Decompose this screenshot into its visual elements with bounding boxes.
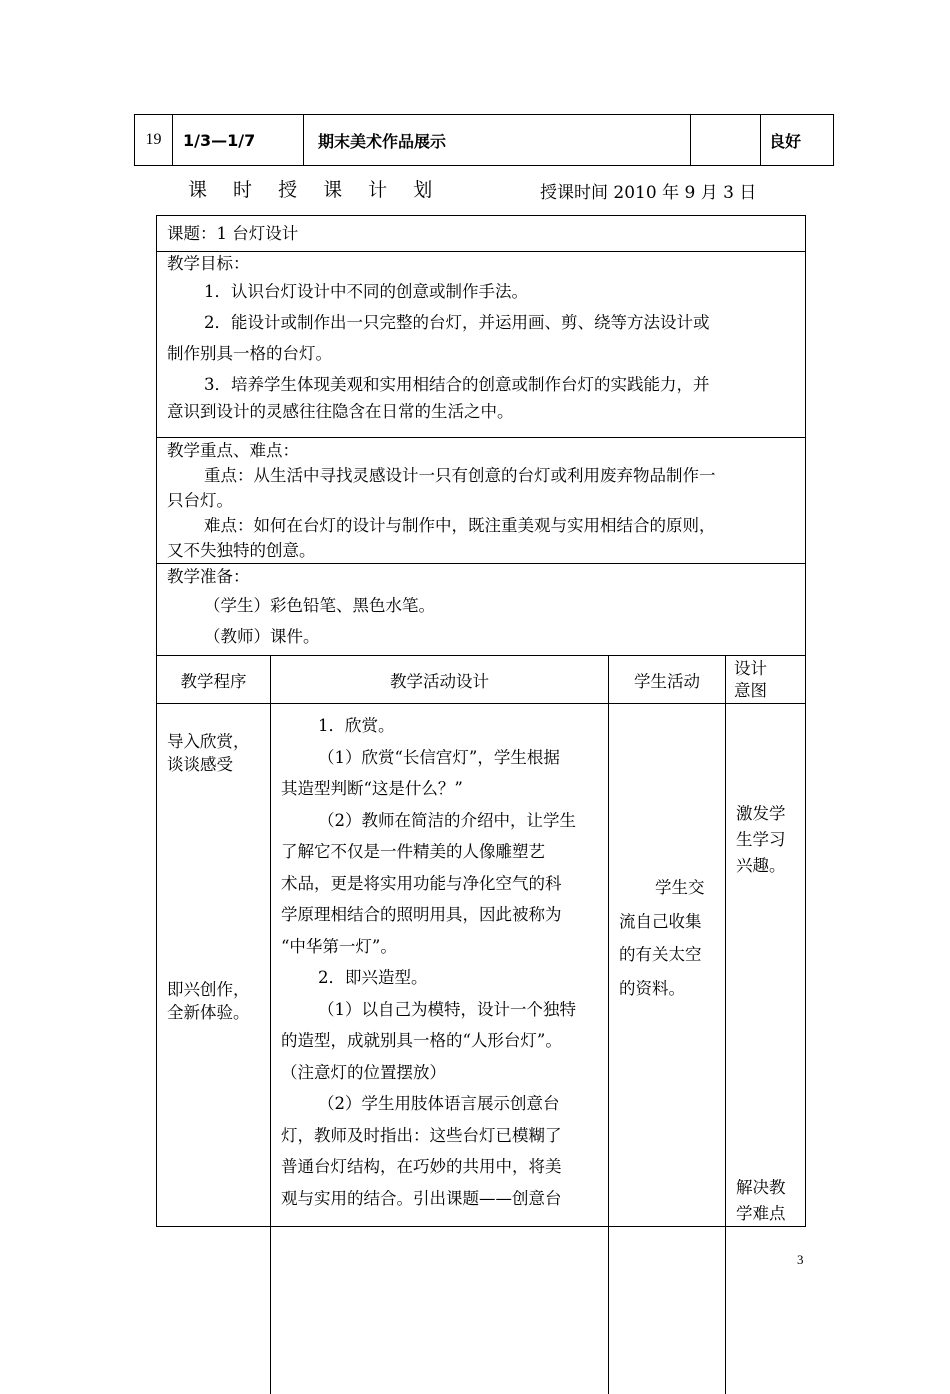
procedure-step-line: 即兴创作， — [167, 978, 250, 1001]
goal-line: 意识到设计的灵感往往隐含在日常的生活之中。 — [167, 400, 801, 424]
keys-label: 教学重点、难点： — [167, 438, 801, 463]
schedule-week-number: 19 — [135, 115, 173, 165]
activity-line: 学原理相结合的照明用具，因此被称为 — [281, 899, 604, 931]
activity-line: 的造型，成就别具一格的“人形台灯”。 — [281, 1025, 604, 1057]
procedure-table — [157, 656, 805, 1394]
activity-line: （注意灯的位置摆放） — [281, 1057, 604, 1089]
student-line: 学生交 — [619, 871, 725, 905]
intent-note-1 — [736, 801, 786, 879]
schedule-lesson-title: 期末美术作品展示 — [304, 115, 691, 165]
activity-line: （2）学生用肢体语言展示创意台 — [281, 1088, 604, 1120]
activity-line: （1）欣赏“长信宫灯”，学生根据 — [281, 742, 604, 774]
intent-cell — [726, 704, 806, 1394]
procedure-step-2 — [167, 978, 250, 1024]
schedule-row — [134, 114, 834, 166]
header-student: 学生活动 — [609, 656, 726, 704]
plan-date: 授课时间 2010 年 9 月 3 日 — [540, 178, 756, 203]
intent-line: 解决教 — [736, 1175, 786, 1201]
activity-line: 灯，教师及时指出：这些台灯已模糊了 — [281, 1120, 604, 1152]
activity-line: 1．欣赏。 — [281, 710, 604, 742]
plan-heading: 课 时 授 课 计 划 — [188, 175, 442, 202]
key-line: 又不失独特的创意。 — [167, 538, 801, 563]
activity-line: （1）以自己为模特，设计一个独特 — [281, 994, 604, 1026]
activity-line: 观与实用的结合。引出课题——创意台 — [281, 1183, 604, 1215]
page-number: 3 — [797, 1252, 804, 1268]
student-cell — [609, 704, 726, 1394]
prep-label: 教学准备： — [167, 564, 801, 590]
header-intent-line: 设计 — [734, 658, 805, 680]
goals-section — [157, 252, 805, 438]
header-intent — [726, 656, 806, 704]
activity-cell — [271, 704, 609, 1394]
header-intent-line: 意图 — [734, 680, 805, 702]
header-procedure: 教学程序 — [157, 656, 271, 704]
intent-line: 激发学 — [736, 801, 786, 827]
schedule-date-range: 1/3—1/7 — [173, 115, 304, 165]
procedure-step-line: 全新体验。 — [167, 1001, 250, 1024]
activity-line: 其造型判断“这是什么？” — [281, 773, 604, 805]
goal-line: 制作别具一格的台灯。 — [167, 338, 801, 369]
key-line: 只台灯。 — [167, 488, 801, 513]
intent-line: 兴趣。 — [736, 853, 786, 879]
student-line: 流自己收集 — [619, 905, 725, 939]
procedure-cell — [157, 704, 271, 1394]
intent-line: 学难点 — [736, 1201, 786, 1227]
procedure-header-row — [157, 656, 805, 704]
schedule-blank-cell — [691, 115, 761, 165]
key-line: 重点：从生活中寻找灵感设计一只有创意的台灯或利用废弃物品制作一 — [167, 463, 801, 488]
topic-row: 课题：1 台灯设计 — [157, 216, 805, 252]
activity-line: （2）教师在简洁的介绍中，让学生 — [281, 805, 604, 837]
header-activity: 教学活动设计 — [271, 656, 609, 704]
schedule-grade: 良好 — [761, 115, 833, 165]
activity-line: 2．即兴造型。 — [281, 962, 604, 994]
prep-section — [157, 564, 805, 656]
activity-line: 普通台灯结构，在巧妙的共用中，将美 — [281, 1151, 604, 1183]
activity-line: 了解它不仅是一件精美的人像雕塑艺 — [281, 836, 604, 868]
goal-line: 3．培养学生体现美观和实用相结合的创意或制作台灯的实践能力，并 — [167, 369, 801, 400]
lesson-plan — [156, 215, 806, 1227]
activity-line: “中华第一灯”。 — [281, 931, 604, 963]
procedure-step-line: 谈谈感受 — [167, 753, 250, 776]
intent-line: 生学习 — [736, 827, 786, 853]
prep-line: （学生）彩色铅笔、黑色水笔。 — [167, 590, 801, 621]
intent-note-2 — [736, 1175, 786, 1227]
activity-line: 术品，更是将实用功能与净化空气的科 — [281, 868, 604, 900]
student-line: 的有关太空 — [619, 938, 725, 972]
prep-line: （教师）课件。 — [167, 621, 801, 652]
keys-section — [157, 438, 805, 564]
goal-line: 1．认识台灯设计中不同的创意或制作手法。 — [167, 276, 801, 307]
goals-label: 教学目标： — [167, 252, 801, 276]
key-line: 难点：如何在台灯的设计与制作中，既注重美观与实用相结合的原则， — [167, 513, 801, 538]
student-line: 的资料。 — [619, 972, 725, 1006]
goal-line: 2．能设计或制作出一只完整的台灯，并运用画、剪、绕等方法设计或 — [167, 307, 801, 338]
procedure-body-row — [157, 704, 805, 1394]
procedure-step-line: 导入欣赏， — [167, 730, 250, 753]
procedure-step-1 — [167, 730, 250, 776]
